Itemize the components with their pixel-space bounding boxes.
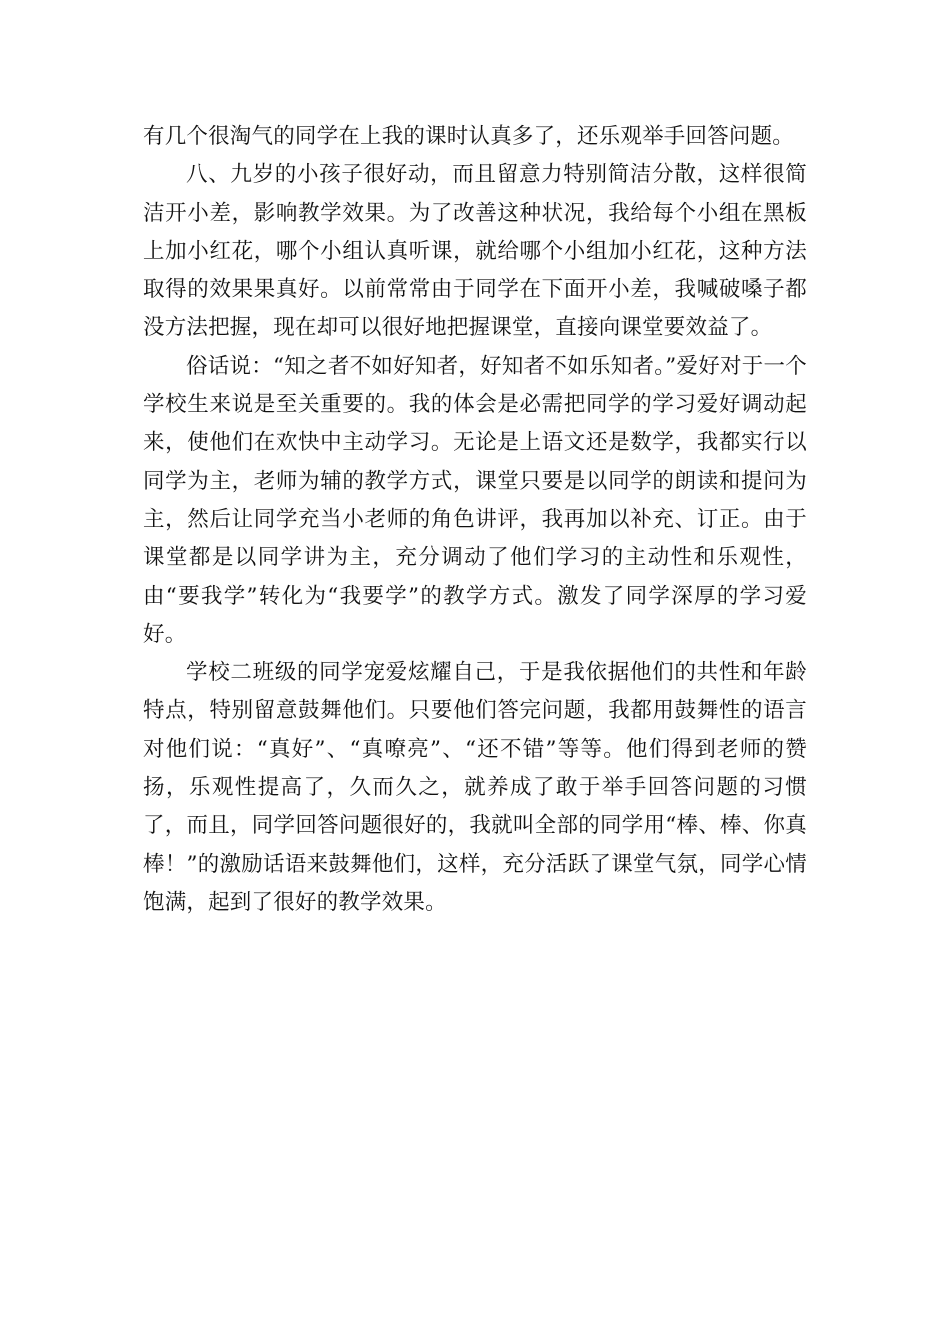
paragraph-4: 学校二班级的同学宠爱炫耀自己，于是我依据他们的共性和年龄特点，特别留意鼓舞他们。只要他们答完问题，我都用鼓舞性的语言对他们说：“真好”、“真嘹亮”、“还不错”等等。他们得到老师的赞扬，乐观性提高了，久而久之，就养成了敢于举手回答问题的习惯了，而且，同学回答问题很好的，我就叫全部的同学用“棒、棒、你真棒！”的激励话语来鼓舞他们，这样，充分活跃了课堂气氛，同学心情饱满，起到了很好的教学效果。 — [143, 660, 807, 915]
paragraph-3: 俗话说：“知之者不如好知者，好知者不如乐知者。”爱好对于一个学校生来说是至关重要的。我的体会是必需把同学的学习爱好调动起来，使他们在欢快中主动学习。无论是上语文还是数学，我都实行以同学为主，老师为辅的教学方式，课堂只要是以同学的朗读和提问为主，然后让同学充当小老师的角色讲评，我再加以补充、订正。由于课堂都是以同学讲为主，充分调动了他们学习的主动性和乐观性，由“要我学”转化为“我要学”的教学方式。激发了同学深厚的学习爱好。 — [143, 353, 807, 647]
paragraph-2: 八、九岁的小孩子很好动，而且留意力特别简洁分散，这样很简洁开小差，影响教学效果。为了改善这种状况，我给每个小组在黑板上加小红花，哪个小组认真听课，就给哪个小组加小红花，这种方法取得的效果果真好。以前常常由于同学在下面开小差，我喊破嗓子都没方法把握，现在却可以很好地把握课堂，直接向课堂要效益了。 — [143, 162, 807, 341]
document-body — [143, 118, 807, 922]
paragraph-1: 有几个很淘气的同学在上我的课时认真多了，还乐观举手回答问题。 — [143, 124, 795, 149]
